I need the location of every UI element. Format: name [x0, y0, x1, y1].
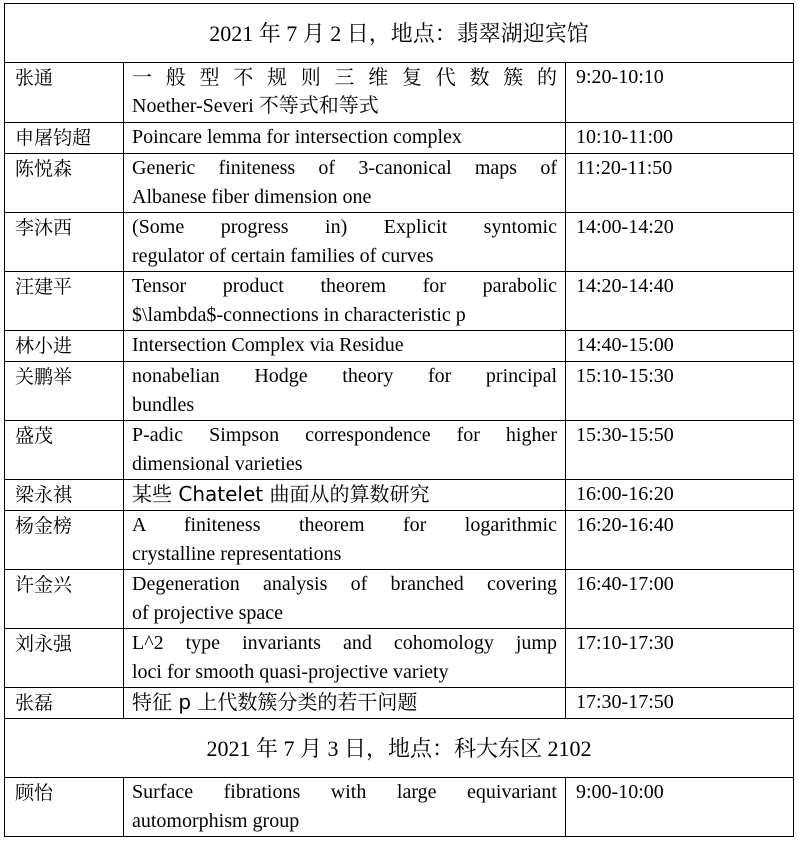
talk-time: 16:20-16:40: [566, 511, 794, 570]
table-row: [5, 688, 794, 719]
table-row: [5, 63, 794, 123]
table-row: [5, 123, 794, 154]
table-row: [5, 570, 794, 629]
table-row: [5, 331, 794, 362]
speaker-name: 刘永强: [5, 629, 124, 688]
talk-time: 10:10-11:00: [566, 123, 794, 154]
speaker-name: 林小进: [5, 331, 124, 362]
talk-title-line: 一 般 型 不 规 则 三 维 复 代 数 簇 的: [132, 65, 557, 89]
talk-title-line: crystalline representations: [132, 543, 342, 565]
talk-title-line: bundles: [132, 394, 195, 416]
talk-title-line: $\lambda$-connections in characteristic p: [132, 304, 466, 326]
talk-title: Poincare lemma for intersection complex: [124, 123, 566, 154]
table-row: [5, 272, 794, 331]
talk-title-line: dimensional varieties: [132, 453, 303, 475]
talk-title-line: Surface fibrations with large equivariant: [132, 781, 557, 803]
speaker-name: 梁永祺: [5, 480, 124, 511]
table-row: [5, 362, 794, 421]
talk-time: 15:30-15:50: [566, 421, 794, 480]
talk-title: [124, 778, 566, 837]
talk-title-line: nonabelian Hodge theory for principal: [132, 365, 557, 387]
talk-title: 某些 Chatelet 曲面从的算数研究: [124, 480, 566, 511]
speaker-name: 汪建平: [5, 272, 124, 331]
talk-time: 17:10-17:30: [566, 629, 794, 688]
talk-title-line: Degeneration analysis of branched covering: [132, 573, 557, 595]
talk-title: 特征 p 上代数簇分类的若干问题: [124, 688, 566, 719]
talk-time: 14:40-15:00: [566, 331, 794, 362]
talk-title: [124, 213, 566, 272]
table-row: [5, 154, 794, 213]
day-header-row: [5, 719, 794, 778]
talk-time: 14:00-14:20: [566, 213, 794, 272]
day-header: 2021 年 7 月 3 日，地点：科大东区 2102: [5, 719, 794, 778]
talk-title-line: Albanese fiber dimension one: [132, 186, 372, 208]
speaker-name: 盛茂: [5, 421, 124, 480]
talk-time: 15:10-15:30: [566, 362, 794, 421]
talk-title: Intersection Complex via Residue: [124, 331, 566, 362]
talk-title-line: (Some progress in) Explicit syntomic: [132, 216, 557, 238]
day-header-row: [5, 4, 794, 63]
table-row: [5, 629, 794, 688]
talk-title-line: regulator of certain families of curves: [132, 245, 434, 267]
speaker-name: 陈悦森: [5, 154, 124, 213]
talk-title-line: loci for smooth quasi-projective variety: [132, 661, 449, 683]
talk-time: 9:00-10:00: [566, 778, 794, 837]
talk-time: 14:20-14:40: [566, 272, 794, 331]
talk-title-line: Generic finiteness of 3-canonical maps of: [132, 157, 557, 179]
talk-title-line: automorphism group: [132, 810, 300, 832]
talk-time: 16:00-16:20: [566, 480, 794, 511]
speaker-name: 杨金榜: [5, 511, 124, 570]
table-row: [5, 511, 794, 570]
talk-title-line: L^2 type invariants and cohomology jump: [132, 632, 557, 654]
table-row: [5, 480, 794, 511]
talk-time: 9:20-10:10: [566, 63, 794, 123]
talk-title: [124, 629, 566, 688]
talk-title: [124, 421, 566, 480]
talk-title-line: Noether-Severi 不等式和等式: [132, 95, 379, 117]
table-row: [5, 778, 794, 837]
talk-title: [124, 272, 566, 331]
speaker-name: 顾怡: [5, 778, 124, 837]
talk-title: [124, 63, 566, 123]
talk-title: [124, 362, 566, 421]
talk-title: [124, 154, 566, 213]
speaker-name: 李沐西: [5, 213, 124, 272]
talk-title-line: of projective space: [132, 602, 284, 624]
talk-title-line: Tensor product theorem for parabolic: [132, 275, 557, 297]
talk-title-line: A finiteness theorem for logarithmic: [132, 514, 557, 536]
speaker-name: 申屠钧超: [5, 123, 124, 154]
speaker-name: 许金兴: [5, 570, 124, 629]
day-header: 2021 年 7 月 2 日，地点：翡翠湖迎宾馆: [5, 4, 794, 63]
talk-time: 11:20-11:50: [566, 154, 794, 213]
talk-title: [124, 570, 566, 629]
speaker-name: 张通: [5, 63, 124, 123]
schedule-table: [4, 3, 794, 837]
talk-title-line: P-adic Simpson correspondence for higher: [132, 424, 557, 446]
speaker-name: 关鹏举: [5, 362, 124, 421]
table-row: [5, 421, 794, 480]
table-row: [5, 213, 794, 272]
talk-title: [124, 511, 566, 570]
talk-time: 17:30-17:50: [566, 688, 794, 719]
talk-time: 16:40-17:00: [566, 570, 794, 629]
speaker-name: 张磊: [5, 688, 124, 719]
